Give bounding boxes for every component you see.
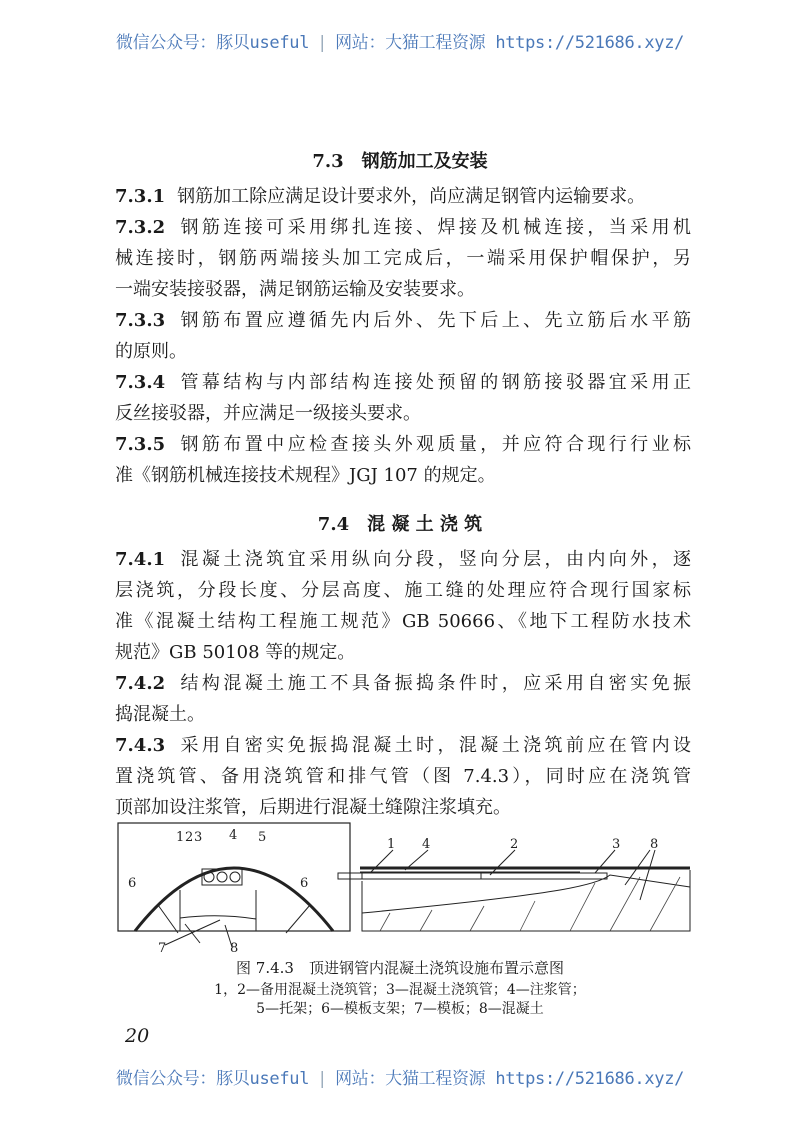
figure-label: 3	[612, 837, 621, 852]
paragraph-line	[115, 549, 691, 571]
section-heading-7-3: 7.3 钢筋加工及安装	[312, 151, 488, 172]
figure-label: 2	[510, 837, 519, 852]
watermark-sep: |	[317, 33, 328, 53]
clause-text: 规范》GB 50108 等的规定。	[115, 642, 356, 663]
paragraph-line	[115, 248, 691, 270]
paragraph-line	[115, 279, 691, 301]
figure-caption: 图 7.4.3 顶进钢管内混凝土浇筑设施布置示意图	[236, 959, 564, 977]
paragraph-line	[115, 434, 691, 456]
paragraph-line	[115, 704, 691, 726]
figure-diagram	[0, 815, 800, 955]
clause-text: 反丝接驳器，并应满足一级接头要求。	[115, 403, 421, 424]
watermark-bottom	[0, 1064, 800, 1089]
paragraph-line	[115, 310, 691, 332]
paragraph-line	[115, 735, 691, 757]
figure-label: 4	[229, 828, 238, 843]
clause-text: 准《混凝土结构工程施工规范》GB 50666、《地下工程防水技术	[115, 611, 691, 632]
section-heading-7-4: 7.4 混 凝 土 浇 筑	[317, 514, 483, 535]
figure-label: 6	[128, 876, 137, 891]
figure-label: 1	[176, 830, 185, 845]
clause-text: 层浇筑，分段长度、分层高度、施工缝的处理应符合现行国家标	[115, 580, 691, 601]
clause-number: 7.3.2	[115, 217, 166, 238]
paragraph-line	[115, 611, 691, 633]
watermark-sep: |	[317, 1069, 328, 1089]
clause-text: 混凝土浇筑宜采用纵向分段，竖向分层，由内向外，逐	[177, 549, 691, 570]
figure-label: 6	[300, 876, 309, 891]
paragraph-line	[115, 673, 691, 695]
figure-label: 7	[158, 941, 167, 955]
figure-label: 4	[422, 837, 431, 852]
paragraph-line	[115, 186, 691, 208]
clause-number: 7.3.3	[115, 310, 166, 331]
figure-label: 2	[185, 830, 194, 845]
paragraph-line	[115, 465, 691, 487]
paragraph-line	[115, 642, 691, 664]
clause-text: 结构混凝土施工不具备振捣条件时，应采用自密实免振	[177, 673, 691, 694]
clause-text: 钢筋布置中应检查接头外观质量，并应符合现行行业标	[177, 434, 691, 455]
paragraph-line	[115, 372, 691, 394]
paragraph-line	[115, 217, 691, 239]
clause-number: 7.4.2	[115, 673, 166, 694]
watermark-left: 微信公众号：豚贝useful	[115, 1069, 310, 1089]
figure-label: 8	[650, 837, 659, 852]
clause-text: 捣混凝土。	[115, 704, 205, 725]
paragraph-line	[115, 341, 691, 363]
figure-label: 1	[387, 837, 396, 852]
clause-text: 的原则。	[115, 341, 187, 362]
watermark-right: 网站：大猫工程资源 https://521686.xyz/	[335, 33, 685, 53]
clause-text: 钢筋加工除应满足设计要求外，尚应满足钢管内运输要求。	[177, 186, 646, 207]
clause-text: 钢筋连接可采用绑扎连接、焊接及机械连接，当采用机	[177, 217, 691, 238]
clause-text: 钢筋布置应遵循先内后外、先下后上、先立筋后水平筋	[177, 310, 691, 331]
watermark-top	[0, 28, 800, 53]
figure-legend-line-2: 5—托架；6—模板支架；7—模板；8—混凝土	[256, 1001, 544, 1017]
watermark-left: 微信公众号：豚贝useful	[115, 33, 310, 53]
paragraph-line	[115, 580, 691, 602]
paragraph-line	[115, 766, 691, 788]
clause-text: 械连接时，钢筋两端接头加工完成后，一端采用保护帽保护，另	[115, 248, 691, 269]
figure-label: 8	[230, 941, 239, 955]
clause-number: 7.4.1	[115, 549, 166, 570]
clause-text: 顶部加设注浆管，后期进行混凝土缝隙注浆填充。	[115, 797, 511, 818]
clause-number: 7.3.5	[115, 434, 166, 455]
clause-number: 7.3.4	[115, 372, 166, 393]
clause-text: 置浇筑管、备用浇筑管和排气管（图 7.4.3），同时应在浇筑管	[115, 766, 691, 787]
clause-number: 7.3.1	[115, 186, 166, 207]
longitudinal-view	[338, 850, 690, 931]
page-number: 20	[125, 1025, 150, 1047]
figure-legend-line-1: 1，2—备用混凝土浇筑管；3—混凝土浇筑管；4—注浆管；	[214, 982, 586, 998]
clause-number: 7.4.3	[115, 735, 166, 756]
clause-text: 采用自密实免振捣混凝土时，混凝土浇筑前应在管内设	[177, 735, 691, 756]
clause-text: 一端安装接驳器，满足钢筋运输及安装要求。	[115, 279, 475, 300]
figure-label: 3	[194, 830, 203, 845]
paragraph-line	[115, 403, 691, 425]
clause-text: 管幕结构与内部结构连接处预留的钢筋接驳器宜采用正	[177, 372, 691, 393]
watermark-right: 网站：大猫工程资源 https://521686.xyz/	[335, 1069, 685, 1089]
clause-text: 准《钢筋机械连接技术规程》JGJ 107 的规定。	[115, 465, 496, 486]
figure-label: 5	[258, 830, 267, 845]
